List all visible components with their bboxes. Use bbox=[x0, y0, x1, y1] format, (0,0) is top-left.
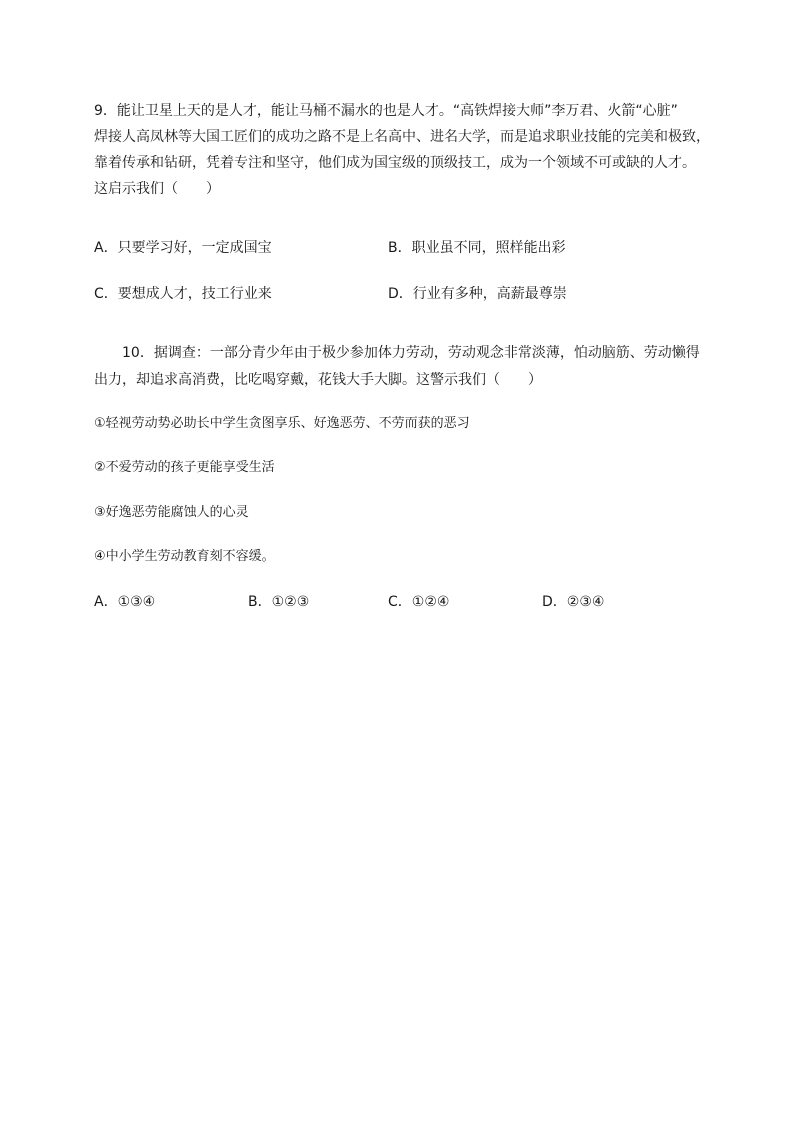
question-10-line: 10．据调查：一部分青少年由于极少参加体力劳动，劳动观念非常淡薄，怕动脑筋、劳动懒得 bbox=[122, 345, 700, 361]
question-9-line: 焊接人高凤林等大国工匠们的成功之路不是上名高中、进名大学，而是追求职业技能的完美和极致， bbox=[94, 129, 710, 145]
question-10-line: 出力，却追求高消费，比吃喝穿戴，花钱大手大脚。这警示我们（ ） bbox=[94, 372, 542, 388]
question-10-option-b: B．①②③ bbox=[248, 594, 310, 610]
question-10-statement-2: ②不爱劳动的孩子更能享受生活 bbox=[94, 460, 275, 475]
question-10-option-c: C．①②④ bbox=[388, 594, 450, 610]
question-10-statement-4: ④中小学生劳动教育刻不容缓。 bbox=[94, 549, 275, 564]
question-9-option-d: D．行业有多种，高薪最尊崇 bbox=[388, 286, 567, 302]
question-9-line: 这启示我们（ ） bbox=[94, 181, 220, 197]
question-9-stem bbox=[94, 98, 710, 202]
question-9-line: 靠着传承和钻研，凭着专注和坚守，他们成为国宝级的顶级技工，成为一个领域不可或缺的人才。 bbox=[94, 155, 696, 171]
question-10-option-a: A．①③④ bbox=[94, 594, 156, 610]
question-10-statement-3: ③好逸恶劳能腐蚀人的心灵 bbox=[94, 505, 249, 520]
question-10-statement-1: ①轻视劳动势必助长中学生贪图享乐、好逸恶劳、不劳而获的恶习 bbox=[94, 416, 470, 431]
question-10-stem bbox=[94, 340, 714, 394]
question-9-option-c: C．要想成人才，技工行业来 bbox=[94, 286, 272, 302]
question-10-option-d: D．②③④ bbox=[542, 594, 605, 610]
question-9-option-b: B．职业虽不同，照样能出彩 bbox=[388, 240, 566, 256]
question-9-option-a: A．只要学习好，一定成国宝 bbox=[94, 240, 272, 256]
question-9-line: 9．能让卫星上天的是人才，能让马桶不漏水的也是人才。“高铁焊接大师”李万君、火箭“心脏” bbox=[94, 103, 678, 119]
